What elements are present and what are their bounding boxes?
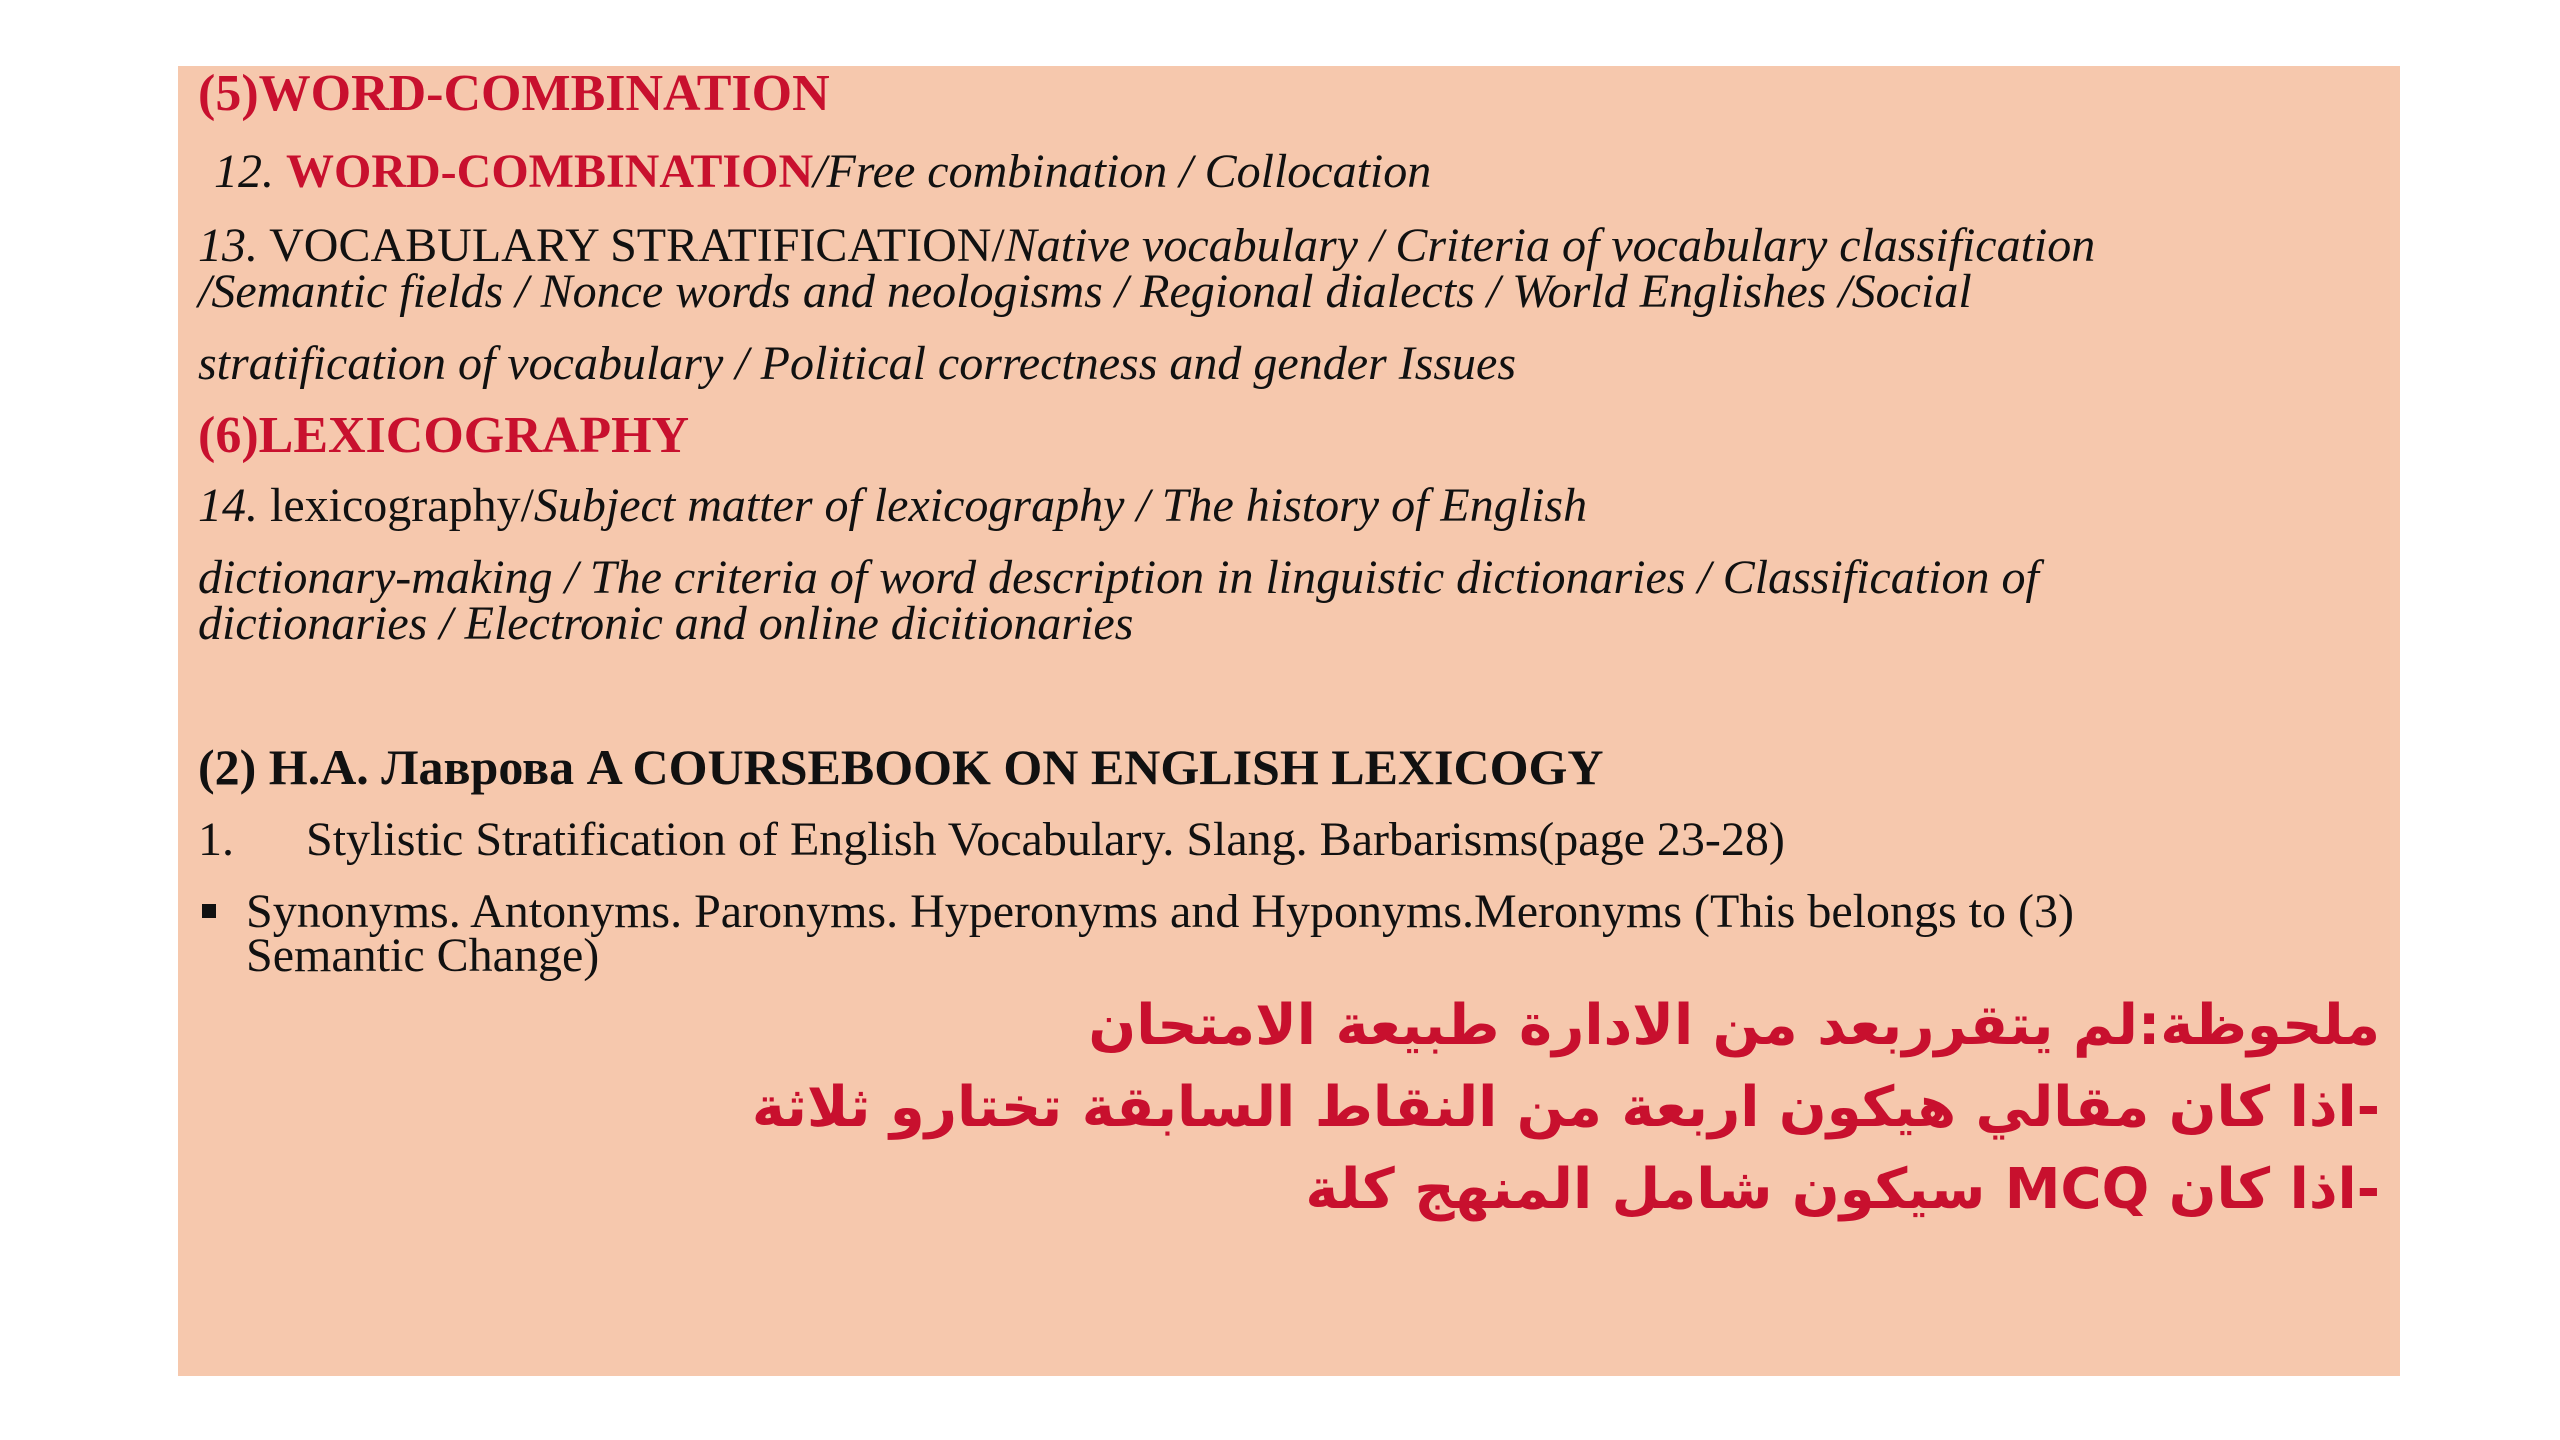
- item-14: [198, 479, 1588, 532]
- bullet-text-line1: Synonyms. Antonyms. Paronyms. Hyperonyms and Hyponyms.Meronyms (This belongs to (3): [246, 885, 2074, 938]
- item-14-topics-line2: dictionary-making / The criteria of word description in linguistic dictionaries / Classification of: [198, 551, 2039, 604]
- item-13-title: VOCABULARY STRATIFICATION/: [269, 219, 1005, 272]
- item-13-topics-line2: /Semantic fields / Nonce words and neologisms / Regional dialects / World Englishes /Social: [198, 265, 1972, 318]
- coursebook-list-item: [198, 813, 1785, 866]
- item-12-number: 12.: [214, 145, 274, 198]
- item-13-topics-line3: stratification of vocabulary / Political correctness and gender Issues: [198, 337, 1517, 390]
- bullet-text-line2: Semantic Change): [246, 929, 600, 982]
- note-line-1: ملحوظة:لم يتقرربعد من الادارة طبيعة الامتحان: [1088, 993, 2380, 1058]
- item-14-title: lexicography/: [270, 479, 534, 532]
- note-line-2: -اذا كان مقالي هيكون اربعة من النقاط السابقة تختارو ثلاثة: [751, 1075, 2380, 1140]
- note-line-3: -اذا كان MCQ سيكون شامل المنهج كلة: [1305, 1157, 2380, 1222]
- item-13-topics-line1: Native vocabulary / Criteria of vocabulary classification: [1004, 219, 2096, 272]
- slide: [178, 66, 2400, 1376]
- list-number: 1.: [198, 813, 234, 866]
- section-5-heading: (5)WORD-COMBINATION: [198, 65, 830, 122]
- section-6-heading: (6)LEXICOGRAPHY: [198, 407, 690, 464]
- coursebook-heading: (2) Н.А. Лаврова A COURSEBOOK ON ENGLISH LEXICOGY: [198, 739, 1604, 795]
- list-item-text: Stylistic Stratification of English Vocabulary. Slang. Barbarisms(page 23-28): [306, 813, 1785, 866]
- item-13: [198, 219, 2096, 272]
- square-bullet-icon: [202, 904, 216, 918]
- item-12-topics: /Free combination / Collocation: [813, 145, 1432, 198]
- item-12-title: WORD-COMBINATION: [286, 145, 814, 198]
- item-14-number: 14.: [198, 479, 258, 532]
- item-13-number: 13.: [198, 219, 258, 272]
- item-14-topics-line1: Subject matter of lexicography / The history of English: [533, 479, 1588, 532]
- item-12: [214, 145, 1432, 198]
- item-14-topics-line3: dictionaries / Electronic and online dicitionaries: [198, 597, 1134, 650]
